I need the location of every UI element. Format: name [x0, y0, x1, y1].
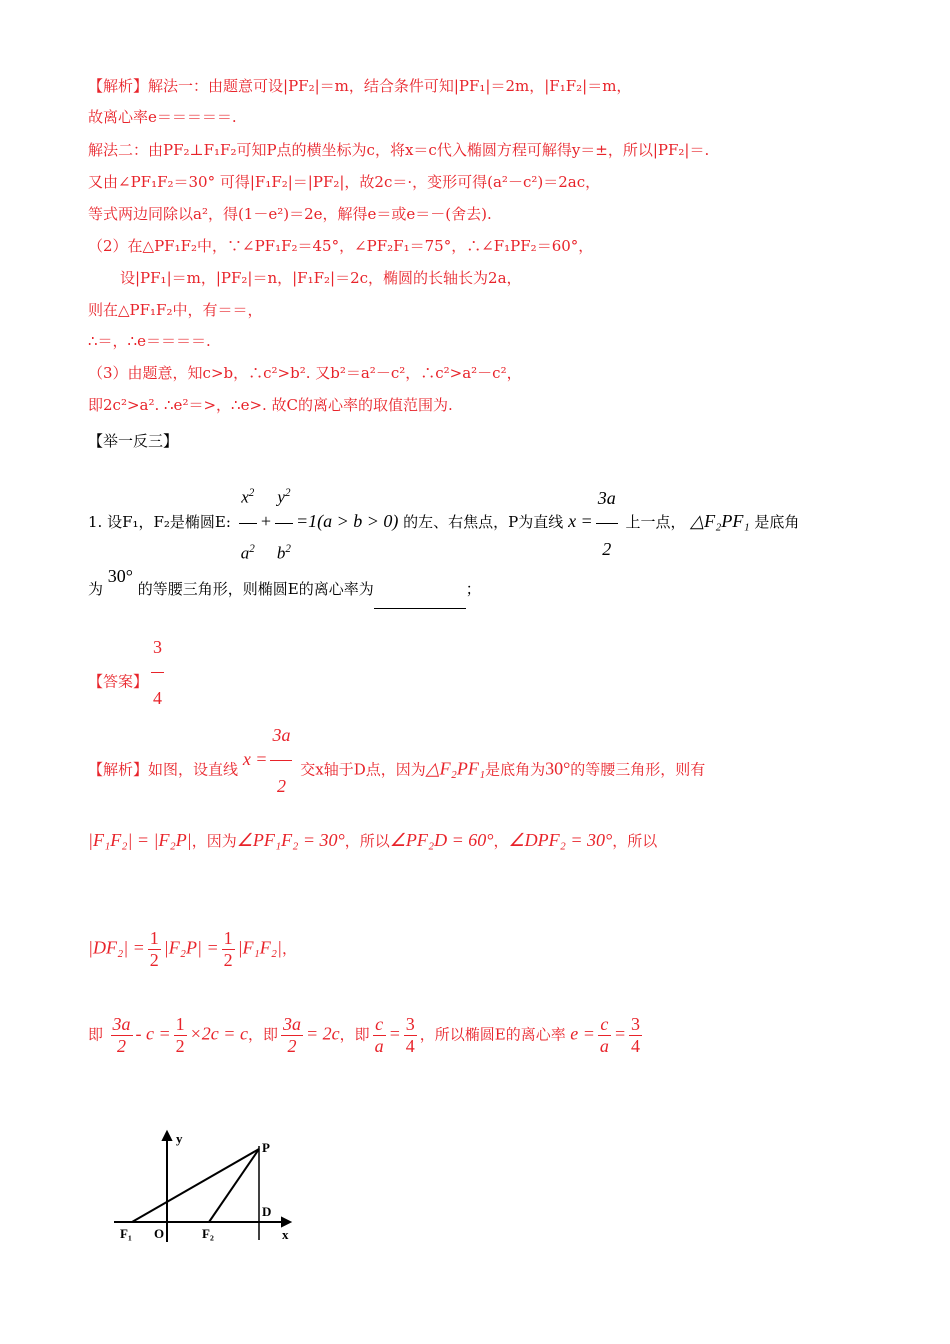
analysis-text-2: 交x轴于D点，因为 [300, 760, 426, 779]
section-title: 【举一反三】 [88, 432, 179, 450]
solution-line-9: ∴＝，∴e＝＝＝＝. [88, 332, 211, 350]
angle-pf2d: ∠PF₂D = 60° [389, 830, 494, 850]
frac-c-a: $\frac{c}{a}$ [374, 1014, 384, 1056]
frac-c-a-2: $\frac{c}{a}$ [599, 1014, 609, 1056]
abs-equality: |F₁F₂| = |F₂P| [88, 830, 192, 850]
ellipse-equation-tail: =1(a > b > 0) [295, 511, 399, 532]
analysis-fraction: $\frac{3a}{2}$ [270, 710, 292, 811]
frac-3a-2-a: $\frac{3a}{2}$ [112, 1014, 131, 1056]
analysis-line-1 [88, 720, 705, 821]
analysis-line-3 [88, 928, 297, 971]
question-text-7: ； [465, 580, 481, 598]
line-fraction: $\frac{3a}{2}$ [596, 473, 618, 574]
analysis-x-eq: x = [242, 748, 268, 769]
frac-1-2: $\frac{1}{2}$ [175, 1014, 185, 1056]
label-x: x [282, 1227, 289, 1242]
analysis-text-9: ， [282, 939, 298, 958]
ellipse-x-term: $\frac{x^2}{a^2}$ [239, 468, 257, 578]
question-1-line-1: 1. 设F₁，F₂是椭圆E: $\frac{x^2}{a^2}$ + $\frac{y^2}{b^2}$ =1(a > b > 0) 的左、右焦点，P为直线 x = $\frac{3a}{2}$ 上一点， △F₂PF₁ 是底角 [88, 468, 799, 578]
analysis-angle: 30° [545, 758, 571, 779]
line-x-label: x = [568, 511, 593, 532]
frac-3a-2-b: $\frac{3a}{2}$ [282, 1014, 301, 1056]
question-1-line-2 [88, 568, 481, 609]
ji-3: ，即 [339, 1025, 370, 1044]
f1f2-expression: |F₁F₂| [237, 937, 282, 958]
solution-line-10: （3）由题意，知c>b，∴c²>b². 又b²＝a²－c²，∴c²>a²－c²， [88, 364, 522, 382]
analysis-text-1: 如图，设直线 [148, 760, 239, 779]
question-text-2: 的左、右焦点，P为直线 [403, 513, 564, 532]
label-p: P [262, 1140, 270, 1155]
frac-3-4-b: $\frac{3}{4}$ [631, 1014, 641, 1056]
equals-2: = [613, 1023, 627, 1044]
f2p-expression: |F₂P| = [163, 937, 219, 958]
label-f1: F₁ [120, 1226, 132, 1241]
question-text-4: 是底角 [754, 513, 800, 532]
question-text-1: 设F₁，F₂是椭圆E: [107, 513, 231, 532]
label-y: y [176, 1131, 183, 1146]
solution-line-8: 则在△PF₁F₂中，有＝＝， [88, 301, 263, 319]
analysis-text-7: ， [493, 832, 509, 850]
y-axis-arrow [163, 1132, 171, 1140]
analysis-text-6: ，所以 [344, 832, 390, 850]
eq-2c: = 2c [305, 1023, 340, 1044]
label-o: O [154, 1226, 165, 1241]
minus-c: - c = [135, 1023, 171, 1044]
angle-dpf2: ∠DPF₂ = 30° [508, 830, 613, 850]
solution-text-1: 解法一：由题意可设|PF₂|＝m，结合条件可知|PF₁|＝2m，|F₁F₂|＝m， [148, 77, 632, 95]
segment-f2p [209, 1149, 259, 1222]
solution-line-3: 解法二：由PF₂⊥F₁F₂可知P点的横坐标为c，将x＝c代入椭圆方程可解得y＝±，所以|PF₂|＝. [88, 141, 710, 159]
solution-line-7: 设|PF₁|＝m，|PF₂|＝n，|F₁F₂|＝2c，椭圆的长轴长为2a， [120, 269, 522, 287]
analysis-line-4 [88, 1014, 645, 1057]
analysis-tag: 【解析】 [88, 77, 149, 95]
half-fraction-1: $\frac{1}{2}$ [149, 928, 159, 970]
times-2c: ×2c = c [189, 1023, 248, 1044]
triangle-label: △F₂PF₁ [690, 511, 750, 532]
analysis-triangle: △F₂PF₁ [425, 758, 486, 779]
ellipse-y-term: $\frac{y^2}{b^2}$ [275, 468, 293, 578]
solution-line-5: 等式两边同除以a²，得(1－e²)＝2e，解得e＝或e＝－(舍去). [88, 205, 492, 223]
half-fraction-2: $\frac{1}{2}$ [223, 928, 233, 970]
analysis-text-10: ，所以椭圆E的离心率 [419, 1025, 566, 1044]
analysis-text-3: 是底角为 [485, 760, 546, 779]
question-number: 1. [88, 513, 103, 532]
label-f2: F₂ [202, 1226, 214, 1241]
analysis-line-2 [88, 830, 657, 851]
solution-line-11: 即2c²>a². ∴e²＝>，∴e>. 故C的离心率的取值范围为. [88, 396, 453, 414]
ji-2: ，即 [247, 1025, 278, 1044]
answer-tag: 【答案】 [88, 672, 149, 691]
solution-line-4: 又由∠PF₁F₂＝30° 可得|F₁F₂|＝|PF₂|，故2c＝·，变形可得(a²－c²)＝2ac， [88, 173, 601, 191]
question-text-3: 上一点， [625, 513, 686, 532]
angle-pf1f2: ∠PF₁F₂ = 30° [236, 830, 345, 850]
answer-line [88, 632, 167, 733]
e-label: e = [570, 1023, 595, 1044]
question-text-5: 为 [88, 580, 104, 598]
label-d: D [262, 1204, 272, 1219]
analysis-text-8: ，所以 [612, 832, 658, 850]
solution-line-6: （2）在△PF₁F₂中，∵∠PF₁F₂＝45°，∠PF₂F₁＝75°，∴∠F₁PF₂＝60°， [88, 237, 594, 255]
analysis-tag-2: 【解析】 [88, 760, 149, 779]
df2-expression: |DF₂| = [88, 937, 145, 958]
ellipse-figure [112, 1126, 312, 1246]
frac-3-4-a: $\frac{3}{4}$ [405, 1014, 415, 1056]
analysis-text-4: 的等腰三角形，则有 [570, 760, 706, 779]
segment-f1p [132, 1149, 259, 1222]
solution-line-2: 故离心率e＝＝＝＝＝. [88, 108, 237, 126]
question-text-6: 的等腰三角形，则椭圆E的离心率为 [137, 580, 374, 598]
analysis-text-5: ，因为 [191, 832, 237, 850]
ji-1: 即 [88, 1025, 104, 1044]
equals-1: = [388, 1023, 401, 1044]
answer-blank [374, 594, 466, 609]
answer-fraction: $\frac{3}{4}$ [151, 622, 164, 723]
angle-30: 30° [107, 566, 133, 586]
x-axis-arrow [282, 1218, 290, 1226]
solution-line-1 [88, 76, 631, 96]
